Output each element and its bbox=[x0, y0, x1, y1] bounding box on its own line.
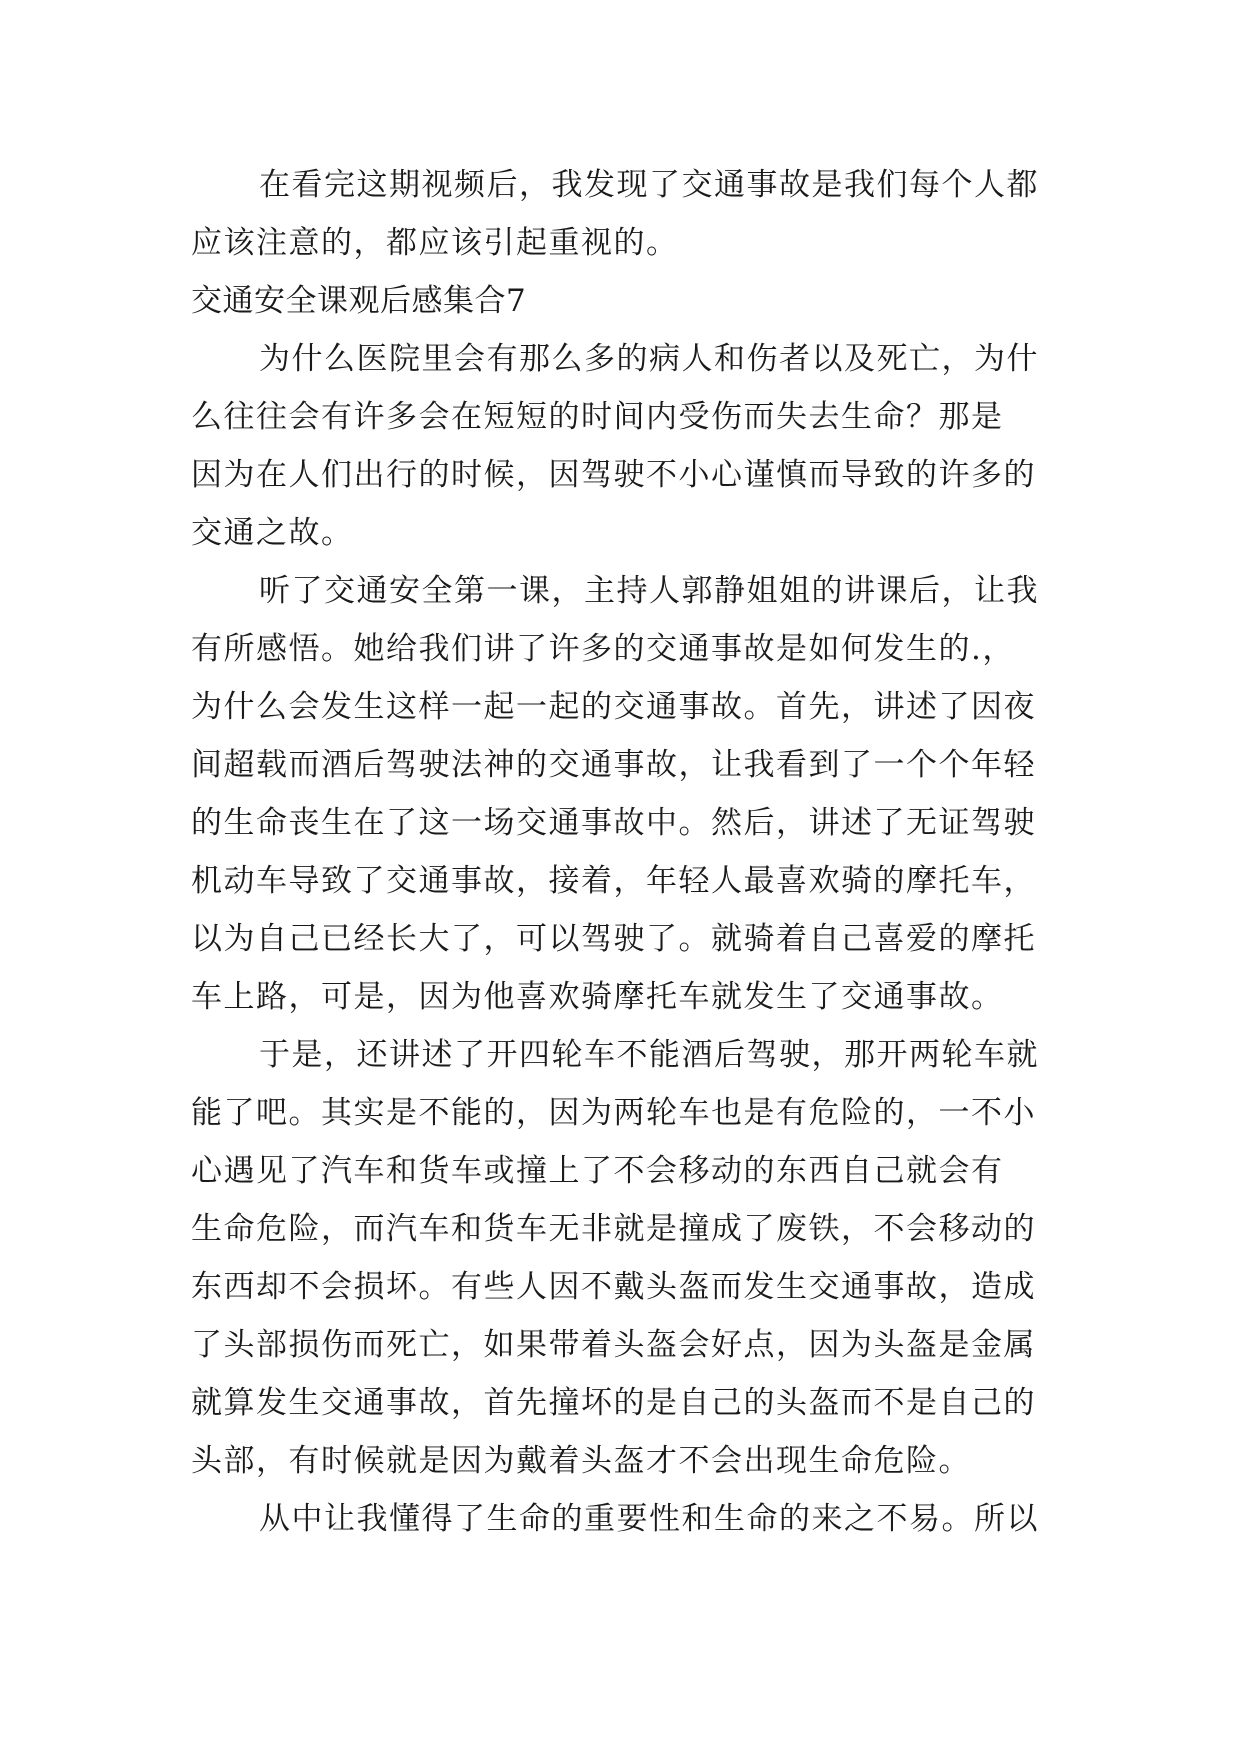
paragraph-line: 了头部损伤而死亡，如果带着头盔会好点，因为头盔是金属 bbox=[191, 1327, 1036, 1363]
section-heading: 交通安全课观后感集合7 bbox=[191, 283, 527, 319]
paragraph-line: 有所感悟。她给我们讲了许多的交通事故是如何发生的.， bbox=[191, 631, 1015, 667]
paragraph-line: 么往往会有许多会在短短的时间内受伤而失去生命？那是 bbox=[191, 399, 1004, 435]
paragraph-line: 头部，有时候就是因为戴着头盔才不会出现生命危险。 bbox=[191, 1443, 971, 1479]
paragraph-line: 于是，还讲述了开四轮车不能酒后驾驶，那开两轮车就 bbox=[259, 1037, 1039, 1073]
paragraph-line: 东西却不会损坏。有些人因不戴头盔而发生交通事故，造成 bbox=[191, 1269, 1036, 1305]
paragraph-line: 车上路，可是，因为他喜欢骑摩托车就发生了交通事故。 bbox=[191, 979, 1004, 1015]
paragraph-line: 听了交通安全第一课，主持人郭静姐姐的讲课后，让我 bbox=[259, 573, 1039, 609]
paragraph-line: 以为自己已经长大了，可以驾驶了。就骑着自己喜爱的摩托 bbox=[191, 921, 1036, 957]
paragraph-line: 机动车导致了交通事故，接着，年轻人最喜欢骑的摩托车， bbox=[191, 863, 1036, 899]
paragraph-line: 生命危险，而汽车和货车无非就是撞成了废铁，不会移动的 bbox=[191, 1211, 1036, 1247]
paragraph-line: 的生命丧生在了这一场交通事故中。然后，讲述了无证驾驶 bbox=[191, 805, 1036, 841]
paragraph-line: 为什么会发生这样一起一起的交通事故。首先，讲述了因夜 bbox=[191, 689, 1036, 725]
paragraph-line: 在看完这期视频后，我发现了交通事故是我们每个人都 bbox=[259, 167, 1039, 203]
paragraph-line: 心遇见了汽车和货车或撞上了不会移动的东西自己就会有 bbox=[191, 1153, 1004, 1189]
paragraph-line: 就算发生交通事故，首先撞坏的是自己的头盔而不是自己的 bbox=[191, 1385, 1036, 1421]
paragraph-line: 从中让我懂得了生命的重要性和生命的来之不易。所以 bbox=[259, 1501, 1039, 1537]
paragraph-line: 为什么医院里会有那么多的病人和伤者以及死亡，为什 bbox=[259, 341, 1039, 377]
paragraph-line: 间超载而酒后驾驶法神的交通事故，让我看到了一个个年轻 bbox=[191, 747, 1036, 783]
paragraph-line: 应该注意的，都应该引起重视的。 bbox=[191, 225, 679, 261]
paragraph-line: 因为在人们出行的时候，因驾驶不小心谨慎而导致的许多的 bbox=[191, 457, 1036, 493]
paragraph-line: 交通之故。 bbox=[191, 515, 354, 551]
paragraph-line: 能了吧。其实是不能的，因为两轮车也是有危险的，一不小 bbox=[191, 1095, 1036, 1131]
